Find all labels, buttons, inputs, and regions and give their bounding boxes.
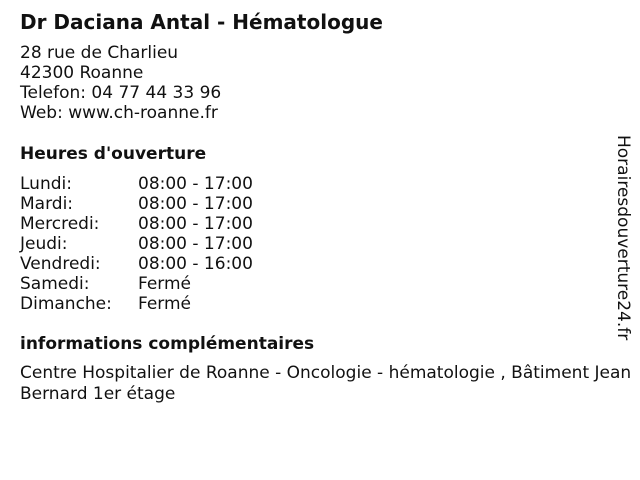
time-value: Fermé <box>138 294 192 314</box>
website: Web: www.ch-roanne.fr <box>20 103 218 123</box>
address-block <box>20 43 221 123</box>
time-value: 08:00 - 17:00 <box>138 234 253 254</box>
day-label: Dimanche: <box>20 294 112 314</box>
page-title: Dr Daciana Antal - Hématologue <box>20 10 383 34</box>
time-value: 08:00 - 17:00 <box>138 174 253 194</box>
time-value: 08:00 - 17:00 <box>138 214 253 234</box>
time-value: 08:00 - 17:00 <box>138 194 253 214</box>
time-value: Fermé <box>138 274 192 294</box>
additional-info-text: Centre Hospitalier de Roanne - Oncologie - hématologie , Bâtiment Jean Bernard 1er étage <box>20 363 632 404</box>
day-label: Samedi: <box>20 274 90 294</box>
day-label: Mardi: <box>20 194 74 214</box>
additional-info-heading: informations complémentaires <box>20 334 315 354</box>
time-value: 08:00 - 16:00 <box>138 254 253 274</box>
street-address: 28 rue de Charlieu <box>20 43 179 63</box>
site-watermark: Horairesdouverture24.fr <box>613 135 633 341</box>
phone-number: Telefon: 04 77 44 33 96 <box>20 83 222 103</box>
day-label: Lundi: <box>20 174 72 194</box>
city-postal: 42300 Roanne <box>20 63 144 83</box>
opening-hours-heading: Heures d'ouverture <box>20 144 207 164</box>
day-label: Vendredi: <box>20 254 101 274</box>
day-label: Jeudi: <box>20 234 68 254</box>
day-label: Mercredi: <box>20 214 100 234</box>
